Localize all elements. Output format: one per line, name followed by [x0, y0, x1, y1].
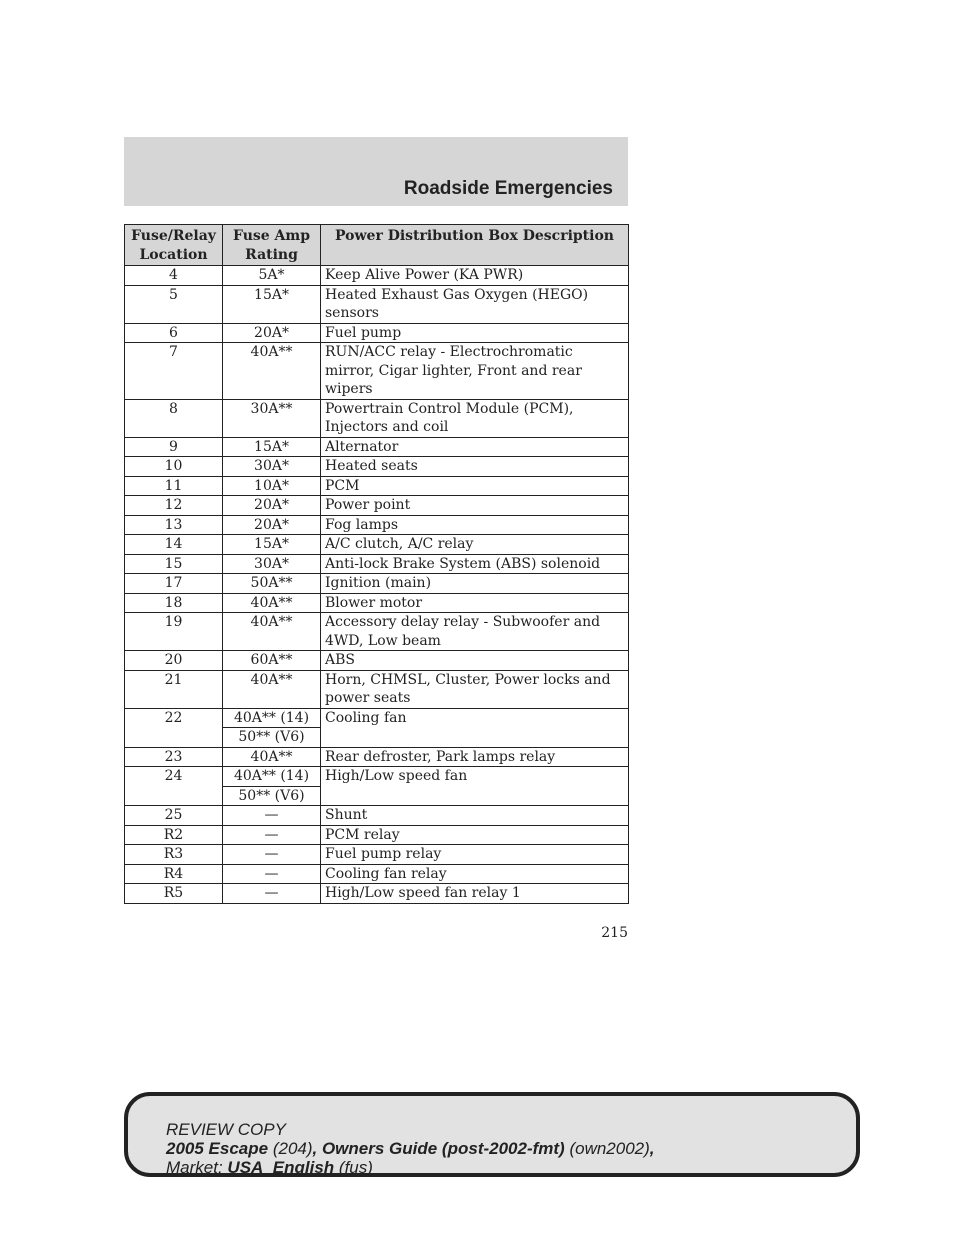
cell-location: 8: [125, 399, 223, 437]
cell-location: 4: [125, 266, 223, 286]
cell-description: Power point: [321, 496, 629, 516]
cell-description: High/Low speed fan: [321, 767, 629, 806]
table-row: [125, 554, 629, 574]
header-location: Fuse/Relay Location: [125, 225, 223, 266]
cell-location: 11: [125, 476, 223, 496]
table-row: [125, 747, 629, 767]
cell-description: Rear defroster, Park lamps relay: [321, 747, 629, 767]
cell-description: Fuel pump relay: [321, 845, 629, 865]
cell-location: 18: [125, 593, 223, 613]
cell-rating: 40A** (14): [223, 767, 321, 787]
cell-rating: —: [223, 864, 321, 884]
cell-location: 22: [125, 708, 223, 747]
cell-rating: 20A*: [223, 323, 321, 343]
cell-rating: 20A*: [223, 515, 321, 535]
cell-location: 20: [125, 651, 223, 671]
cell-description: Fuel pump: [321, 323, 629, 343]
cell-description: Accessory delay relay - Subwoofer and 4WD, Low beam: [321, 613, 629, 651]
cell-location: 5: [125, 285, 223, 323]
table-row: [125, 574, 629, 594]
cell-description: Keep Alive Power (KA PWR): [321, 266, 629, 286]
cell-description: PCM relay: [321, 825, 629, 845]
footer-text: [166, 1120, 655, 1177]
cell-description: Cooling fan: [321, 708, 629, 747]
table-row: [125, 845, 629, 865]
footer-guide-code: (own2002): [569, 1139, 650, 1158]
fuse-table: [124, 224, 629, 904]
cell-description: ABS: [321, 651, 629, 671]
table-row: [125, 323, 629, 343]
table-row: [125, 476, 629, 496]
cell-rating: 30A**: [223, 399, 321, 437]
cell-location: 10: [125, 457, 223, 477]
cell-description: Horn, CHMSL, Cluster, Power locks and power seats: [321, 670, 629, 708]
table-row: [125, 593, 629, 613]
cell-location: 21: [125, 670, 223, 708]
section-header: [124, 137, 628, 206]
cell-rating: 15A*: [223, 437, 321, 457]
cell-description: PCM: [321, 476, 629, 496]
table-row: [125, 767, 629, 787]
table-row: [125, 496, 629, 516]
section-title: Roadside Emergencies: [403, 178, 613, 199]
cell-rating: 40A**: [223, 747, 321, 767]
header-description: Power Distribution Box Description: [321, 225, 629, 266]
cell-rating: 40A**: [223, 343, 321, 400]
cell-rating-alt: 50** (V6): [223, 786, 321, 806]
cell-location: 6: [125, 323, 223, 343]
cell-description: Heated seats: [321, 457, 629, 477]
cell-location: 7: [125, 343, 223, 400]
cell-rating: 50A**: [223, 574, 321, 594]
cell-rating: 30A*: [223, 457, 321, 477]
table-row: [125, 884, 629, 904]
cell-location: 17: [125, 574, 223, 594]
cell-rating-alt: 50** (V6): [223, 728, 321, 748]
cell-rating: 15A*: [223, 285, 321, 323]
table-row: [125, 399, 629, 437]
cell-location: 19: [125, 613, 223, 651]
cell-location: 12: [125, 496, 223, 516]
cell-description: Fog lamps: [321, 515, 629, 535]
table-row: [125, 613, 629, 651]
cell-rating: —: [223, 845, 321, 865]
header-rating: Fuse Amp Rating: [223, 225, 321, 266]
cell-location: 9: [125, 437, 223, 457]
cell-rating: 30A*: [223, 554, 321, 574]
footer-line3: [166, 1158, 655, 1177]
cell-location: 15: [125, 554, 223, 574]
cell-description: Heated Exhaust Gas Oxygen (HEGO) sensors: [321, 285, 629, 323]
cell-location: 23: [125, 747, 223, 767]
table-body: [125, 266, 629, 904]
cell-rating: 15A*: [223, 535, 321, 555]
table-row: [125, 806, 629, 826]
cell-rating: 40A**: [223, 613, 321, 651]
cell-location: R3: [125, 845, 223, 865]
table-row: [125, 825, 629, 845]
table-row: [125, 864, 629, 884]
cell-description: RUN/ACC relay - Electrochromatic mirror, Cigar lighter, Front and rear wipers: [321, 343, 629, 400]
cell-location: 14: [125, 535, 223, 555]
table-row: [125, 708, 629, 728]
footer-market-code: (fus): [338, 1158, 373, 1177]
table-row: [125, 285, 629, 323]
cell-description: High/Low speed fan relay 1: [321, 884, 629, 904]
cell-rating: 60A**: [223, 651, 321, 671]
cell-rating: —: [223, 825, 321, 845]
cell-location: R5: [125, 884, 223, 904]
cell-location: R4: [125, 864, 223, 884]
table-row: [125, 670, 629, 708]
cell-description: A/C clutch, A/C relay: [321, 535, 629, 555]
table-row: [125, 266, 629, 286]
table-row: [125, 515, 629, 535]
footer-market-label: Market:: [166, 1158, 223, 1177]
cell-location: 24: [125, 767, 223, 806]
table-header-row: [125, 225, 629, 266]
cell-description: Ignition (main): [321, 574, 629, 594]
footer-model-code: (204): [272, 1139, 313, 1158]
review-footer: [124, 1092, 860, 1177]
cell-rating: 20A*: [223, 496, 321, 516]
cell-location: 25: [125, 806, 223, 826]
cell-description: Blower motor: [321, 593, 629, 613]
cell-description: Cooling fan relay: [321, 864, 629, 884]
table-row: [125, 535, 629, 555]
cell-description: Alternator: [321, 437, 629, 457]
footer-guide: , Owners Guide (post-2002-fmt): [312, 1139, 565, 1158]
cell-rating: —: [223, 806, 321, 826]
page-number: 215: [601, 925, 628, 941]
cell-description: Anti-lock Brake System (ABS) solenoid: [321, 554, 629, 574]
cell-rating: 5A*: [223, 266, 321, 286]
cell-rating: 40A**: [223, 670, 321, 708]
cell-description: Shunt: [321, 806, 629, 826]
footer-comma: ,: [649, 1139, 655, 1158]
cell-rating: —: [223, 884, 321, 904]
footer-review-copy: REVIEW COPY: [166, 1120, 286, 1139]
cell-description: Powertrain Control Module (PCM), Injectors and coil: [321, 399, 629, 437]
cell-rating: 40A**: [223, 593, 321, 613]
table-row: [125, 437, 629, 457]
footer-market: USA_English: [227, 1158, 335, 1177]
table-row: [125, 343, 629, 400]
footer-line2: [166, 1139, 655, 1158]
cell-rating: 40A** (14): [223, 708, 321, 728]
table-row: [125, 651, 629, 671]
footer-model: 2005 Escape: [166, 1139, 269, 1158]
cell-location: R2: [125, 825, 223, 845]
table-row: [125, 457, 629, 477]
cell-location: 13: [125, 515, 223, 535]
cell-rating: 10A*: [223, 476, 321, 496]
